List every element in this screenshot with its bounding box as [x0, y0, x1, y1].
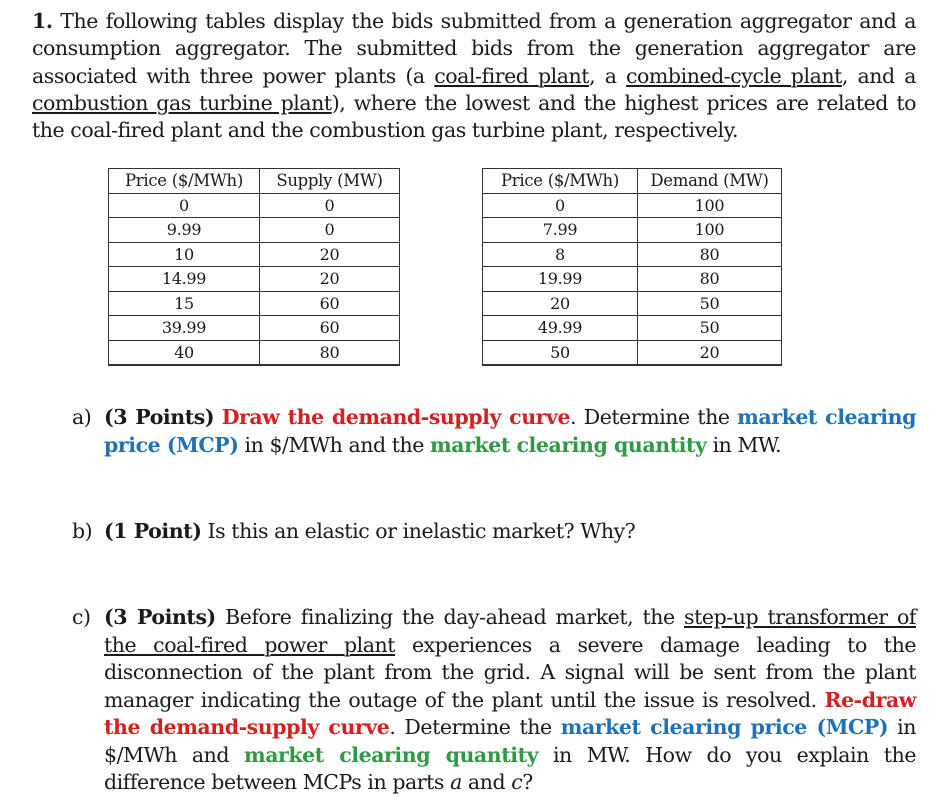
question-b-text-1: Is this an elastic or inelastic market? Why?: [201, 519, 636, 543]
price-cell: 49.99: [483, 316, 638, 341]
supply-cell: 0: [260, 218, 400, 243]
table-row: [109, 218, 400, 243]
demand-cell: 50: [638, 316, 782, 341]
demand-cell: 20: [638, 340, 782, 365]
supply-cell: 20: [260, 242, 400, 267]
question-c-text: [104, 604, 916, 797]
question-c-text-5: in MW. How do you explain the difference between MCPs in parts: [104, 742, 917, 794]
part-c-ref: c: [511, 770, 523, 794]
question-a-points: (3 Points): [104, 405, 215, 429]
price-cell: 7.99: [483, 218, 638, 243]
table-row: [109, 193, 400, 218]
question-c-mcp: market clearing price (MCP): [560, 715, 889, 739]
gas-turbine-term: combustion gas turbine plant: [32, 90, 332, 115]
price-cell: 50: [483, 340, 638, 365]
price-header: Price ($/MWh): [109, 169, 260, 194]
price-cell: 15: [109, 291, 260, 316]
question-c-text-1: Before finalizing the day-ahead market, the: [215, 605, 685, 629]
question-a-text-1: . Determine the: [570, 405, 738, 429]
question-c-text-4: in $/MWh and: [104, 715, 916, 767]
statement-text-2: , a: [589, 63, 626, 88]
demand-cell: 100: [638, 218, 782, 243]
part-a-ref: a: [450, 770, 462, 794]
question-b-label: b): [72, 519, 93, 543]
price-cell: 40: [109, 340, 260, 365]
statement-text-1: The following tables display the bids submitted from a generation aggregator and a consumption aggregator. The submitted bids from the generation aggregator are associated with three power plants (a: [32, 9, 916, 88]
price-cell: 19.99: [483, 267, 638, 292]
question-a-text-3: in MW.: [706, 432, 782, 457]
table-row: [483, 267, 782, 292]
price-cell: 20: [483, 291, 638, 316]
supply-cell: 60: [260, 316, 400, 341]
table-row: [109, 267, 400, 292]
supply-cell: 80: [260, 340, 400, 365]
problem-statement: [32, 8, 916, 144]
table-row: [109, 242, 400, 267]
demand-cell: 80: [638, 242, 782, 267]
statement-text-4: ), where the lowest and the highest prices are related to the coal-fired plant and the combustion gas turbine plant, respectively.: [32, 90, 916, 143]
table-row: [109, 291, 400, 316]
question-b: [72, 518, 916, 546]
table-row: [483, 316, 782, 341]
supply-cell: 0: [260, 193, 400, 218]
question-c-mcq: market clearing quantity: [243, 742, 539, 767]
table-row: [483, 242, 782, 267]
question-a-mcq: market clearing quantity: [430, 432, 707, 457]
transformer-term: step-up transformer of the coal-fired power plant: [104, 605, 916, 657]
price-cell: 0: [483, 193, 638, 218]
price-cell: 10: [109, 242, 260, 267]
statement-text-3: , and a: [841, 63, 916, 88]
question-c-points: (3 Points): [104, 605, 216, 629]
table-row: [483, 218, 782, 243]
problem-number: 1.: [32, 9, 53, 33]
demand-cell: 50: [638, 291, 782, 316]
question-a-label: a): [72, 405, 92, 429]
demand-header: Demand (MW): [638, 169, 782, 194]
price-cell: 0: [109, 193, 260, 218]
combined-cycle-term: combined-cycle plant: [626, 63, 842, 88]
question-c-text-7: ?: [522, 770, 533, 794]
table-row: [483, 340, 782, 365]
table-row: [483, 291, 782, 316]
supply-header: Supply (MW): [260, 169, 400, 194]
question-c-text-6: and: [461, 770, 512, 794]
price-cell: 9.99: [109, 218, 260, 243]
question-c: [72, 604, 916, 797]
price-cell: 8: [483, 242, 638, 267]
table-row: [109, 316, 400, 341]
question-c-redraw-instruction: Re-draw the demand-supply curve: [104, 687, 916, 739]
question-b-text: [104, 518, 916, 546]
question-c-label: c): [72, 605, 91, 629]
table-row: [483, 193, 782, 218]
supply-cell: 60: [260, 291, 400, 316]
question-a-text: [104, 404, 916, 459]
table-row: [109, 340, 400, 365]
coal-plant-term: coal-fired plant: [434, 63, 590, 88]
supply-bid-table: [108, 168, 400, 366]
table-header-row: [483, 169, 782, 194]
price-cell: 14.99: [109, 267, 260, 292]
question-c-text-2: experiences a severe damage leading to the disconnection of the plant from the grid. A signal will be sent from the plant manager indicating the outage of the plant until the issue is resolved.: [104, 632, 917, 712]
question-a: [72, 404, 916, 459]
price-header: Price ($/MWh): [483, 169, 638, 194]
question-c-text-3: . Determine the: [389, 715, 561, 739]
question-a-draw-instruction: Draw the demand-supply curve: [221, 405, 571, 429]
supply-cell: 20: [260, 267, 400, 292]
question-b-points: (1 Point): [104, 519, 202, 543]
question-a-mcp: market clearing price (MCP): [104, 405, 916, 457]
price-cell: 39.99: [109, 316, 260, 341]
demand-cell: 80: [638, 267, 782, 292]
demand-cell: 100: [638, 193, 782, 218]
table-header-row: [109, 169, 400, 194]
question-a-text-2: in $/MWh and the: [238, 432, 431, 457]
demand-bid-table: [482, 168, 782, 366]
